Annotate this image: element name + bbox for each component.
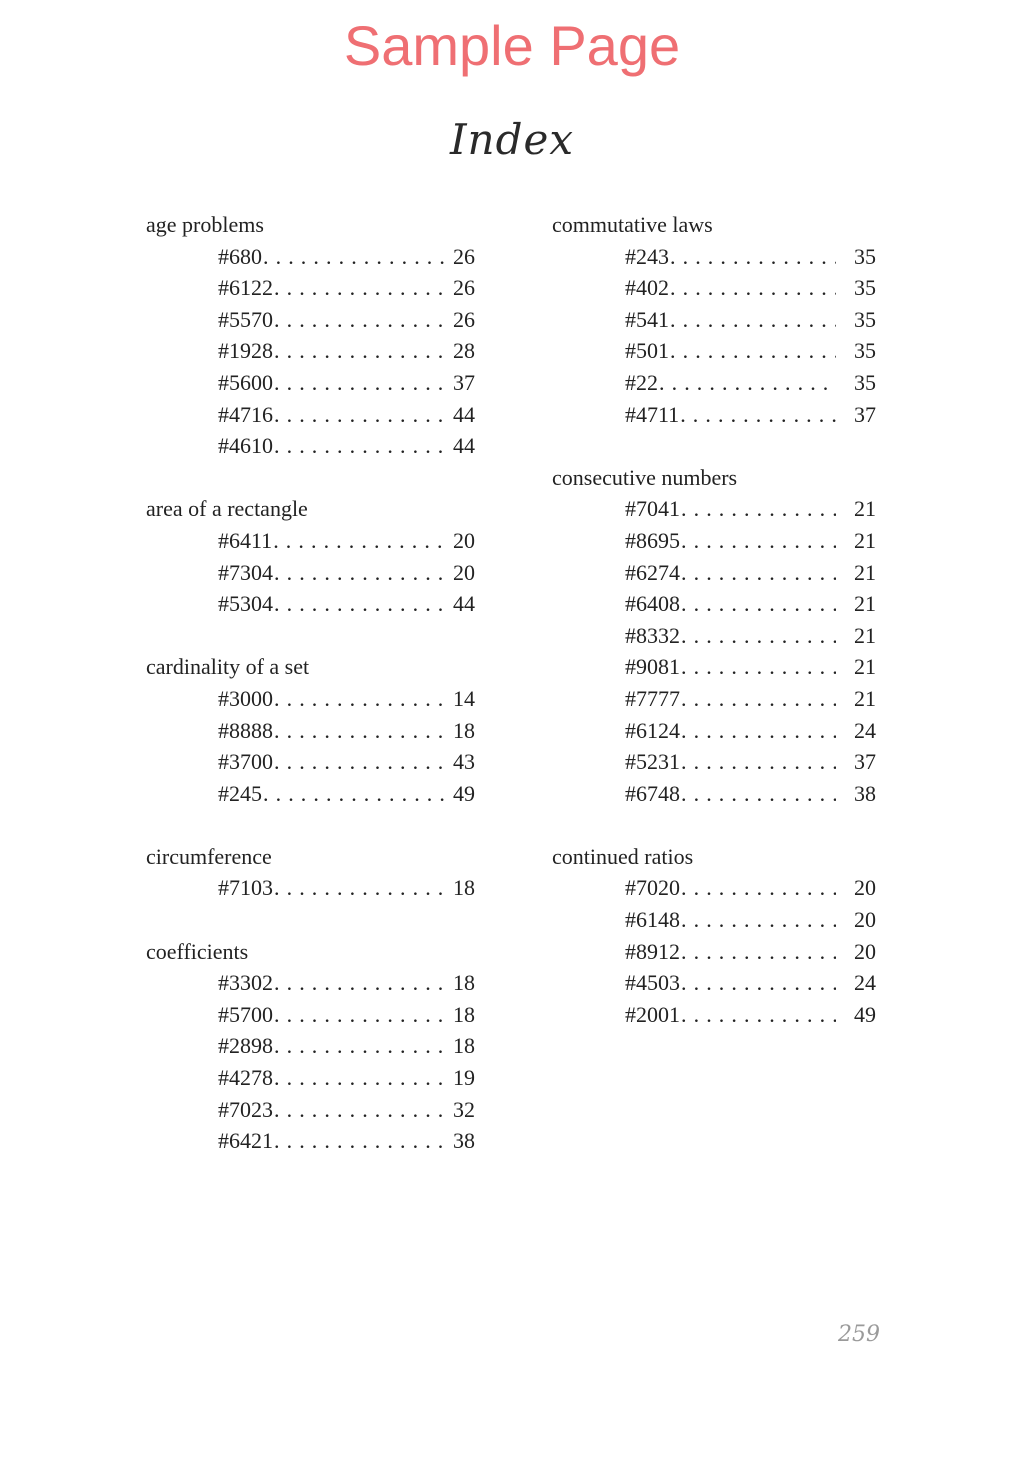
index-heading: commutative laws — [552, 212, 713, 237]
index-column-right — [552, 209, 892, 1062]
index-entry — [218, 778, 475, 810]
entry-page-reference: 21 — [854, 559, 876, 585]
entry-page-reference: 49 — [854, 1001, 876, 1027]
entry-page-reference: 18 — [453, 1033, 475, 1059]
entry-number: #1928 — [218, 338, 273, 364]
index-group — [552, 462, 892, 810]
entry-page-reference: 35 — [854, 275, 876, 301]
index-entry — [625, 493, 876, 525]
entry-page-reference: 20 — [453, 559, 475, 585]
index-entry — [625, 715, 876, 747]
index-heading: circumference — [146, 843, 272, 869]
page-title: Index — [449, 115, 575, 164]
entry-number: #501 — [625, 338, 669, 364]
index-entry — [625, 525, 876, 557]
index-entry — [625, 399, 876, 431]
dot-leader — [681, 620, 836, 652]
entry-number: #5231 — [625, 749, 680, 775]
dot-leader — [681, 588, 836, 620]
index-entry-list — [146, 967, 486, 1157]
dot-leader — [274, 588, 449, 620]
entry-page-reference: 21 — [854, 527, 876, 553]
index-heading: coefficients — [146, 938, 249, 964]
entry-page-reference: 21 — [854, 654, 876, 680]
entry-number: #245 — [218, 780, 262, 806]
index-entry — [625, 304, 876, 336]
index-entry — [218, 367, 475, 399]
dot-leader — [274, 1062, 449, 1094]
entry-page-reference: 28 — [453, 338, 475, 364]
index-entry — [218, 746, 475, 778]
entry-number: #3302 — [218, 970, 273, 996]
dot-leader — [274, 367, 449, 399]
index-heading: age problems — [146, 212, 264, 237]
entry-number: #5700 — [218, 1001, 273, 1027]
index-group — [146, 493, 486, 619]
dot-leader — [274, 1125, 449, 1157]
entry-number: #7103 — [218, 875, 273, 901]
entry-number: #6122 — [218, 275, 273, 301]
index-entry — [625, 683, 876, 715]
entry-number: #541 — [625, 306, 669, 332]
index-entry — [625, 651, 876, 683]
index-entry-list — [552, 872, 892, 1030]
entry-number: #6124 — [625, 717, 680, 743]
entry-page-reference: 44 — [453, 433, 475, 459]
index-column-left — [146, 209, 486, 1188]
dot-leader — [681, 683, 836, 715]
dot-leader — [274, 999, 449, 1031]
index-entry — [625, 272, 876, 304]
entry-number: #7777 — [625, 685, 680, 711]
dot-leader — [274, 399, 449, 431]
index-entry — [218, 272, 475, 304]
entry-page-reference: 35 — [854, 243, 876, 269]
dot-leader — [681, 967, 836, 999]
index-group — [146, 841, 486, 904]
index-entry — [218, 588, 475, 620]
dot-leader — [681, 525, 836, 557]
page-number: 259 — [838, 1322, 880, 1347]
index-entry-list — [552, 241, 892, 431]
entry-number: #8912 — [625, 938, 680, 964]
dot-leader — [263, 778, 449, 810]
entry-page-reference: 26 — [453, 275, 475, 301]
entry-number: #7020 — [625, 875, 680, 901]
index-entry-list — [552, 493, 892, 809]
index-entry — [218, 1062, 475, 1094]
entry-page-reference: 26 — [453, 243, 475, 269]
entry-page-reference: 37 — [453, 369, 475, 395]
entry-number: #5600 — [218, 369, 273, 395]
dot-leader — [274, 967, 449, 999]
index-entry — [625, 588, 876, 620]
entry-page-reference: 20 — [854, 938, 876, 964]
dot-leader — [681, 999, 836, 1031]
index-group — [146, 209, 486, 462]
dot-leader — [274, 304, 449, 336]
entry-page-reference: 18 — [453, 970, 475, 996]
dot-leader — [274, 872, 449, 904]
entry-number: #2898 — [218, 1033, 273, 1059]
index-entry — [218, 967, 475, 999]
index-entry — [218, 715, 475, 747]
index-entry — [625, 620, 876, 652]
entry-number: #402 — [625, 275, 669, 301]
entry-page-reference: 20 — [854, 907, 876, 933]
index-entry — [625, 936, 876, 968]
entry-page-reference: 14 — [453, 685, 475, 711]
entry-page-reference: 26 — [453, 306, 475, 332]
dot-leader — [274, 715, 449, 747]
entry-number: #4610 — [218, 433, 273, 459]
entry-number: #8332 — [625, 622, 680, 648]
entry-number: #6748 — [625, 780, 680, 806]
index-entry — [625, 746, 876, 778]
entry-page-reference: 38 — [854, 780, 876, 806]
entry-number: #6411 — [218, 527, 273, 553]
index-entry — [625, 241, 876, 273]
dot-leader — [274, 1030, 449, 1062]
entry-number: #7041 — [625, 496, 680, 522]
index-entry — [218, 1094, 475, 1126]
dot-leader — [670, 272, 836, 304]
entry-page-reference: 37 — [854, 401, 876, 427]
index-heading: consecutive numbers — [552, 464, 738, 490]
dot-leader — [659, 367, 836, 399]
index-entry — [218, 241, 475, 273]
index-entry — [218, 399, 475, 431]
dot-leader — [274, 335, 449, 367]
dot-leader — [670, 335, 836, 367]
index-heading: cardinality of a set — [146, 654, 310, 680]
index-entry — [625, 999, 876, 1031]
dot-leader — [274, 1094, 449, 1126]
dot-leader — [681, 493, 836, 525]
entry-number: #5570 — [218, 306, 273, 332]
index-entry — [218, 304, 475, 336]
index-entry-list — [146, 683, 486, 809]
index-entry — [218, 1125, 475, 1157]
dot-leader — [670, 241, 836, 273]
index-heading: area of a rectangle — [146, 496, 308, 522]
entry-number: #22 — [625, 369, 658, 395]
entry-number: #243 — [625, 243, 669, 269]
entry-number: #6274 — [625, 559, 680, 585]
index-entry — [218, 1030, 475, 1062]
entry-number: #4278 — [218, 1065, 273, 1091]
entry-page-reference: 35 — [854, 306, 876, 332]
dot-leader — [680, 399, 836, 431]
dot-leader — [681, 557, 836, 589]
dot-leader — [274, 430, 449, 462]
entry-number: #6148 — [625, 907, 680, 933]
entry-number: #3000 — [218, 685, 273, 711]
dot-leader — [273, 525, 449, 557]
index-entry-list — [146, 872, 486, 904]
entry-number: #8888 — [218, 717, 273, 743]
entry-page-reference: 43 — [453, 749, 475, 775]
dot-leader — [681, 651, 836, 683]
index-entry — [625, 557, 876, 589]
index-entry — [218, 872, 475, 904]
entry-page-reference: 38 — [453, 1128, 475, 1154]
entry-page-reference: 21 — [854, 496, 876, 522]
dot-leader — [681, 904, 836, 936]
dot-leader — [263, 241, 449, 273]
index-group — [552, 841, 892, 1031]
entry-number: #7023 — [218, 1096, 273, 1122]
entry-page-reference: 21 — [854, 685, 876, 711]
entry-page-reference: 35 — [854, 338, 876, 364]
entry-number: #8695 — [625, 527, 680, 553]
index-entry — [625, 872, 876, 904]
index-entry — [625, 967, 876, 999]
index-group — [146, 936, 486, 1157]
dot-leader — [274, 272, 449, 304]
entry-number: #6421 — [218, 1128, 273, 1154]
index-entry-list — [146, 241, 486, 462]
index-heading: continued ratios — [552, 843, 694, 869]
entry-page-reference: 24 — [854, 970, 876, 996]
entry-page-reference: 20 — [854, 875, 876, 901]
entry-page-reference: 18 — [453, 875, 475, 901]
entry-page-reference: 49 — [453, 780, 475, 806]
dot-leader — [681, 872, 836, 904]
entry-number: #4716 — [218, 401, 273, 427]
index-group — [552, 209, 892, 430]
entry-number: #5304 — [218, 591, 273, 617]
dot-leader — [681, 936, 836, 968]
entry-number: #3700 — [218, 749, 273, 775]
entry-number: #6408 — [625, 591, 680, 617]
entry-page-reference: 18 — [453, 1001, 475, 1027]
entry-page-reference: 44 — [453, 591, 475, 617]
index-entry — [625, 778, 876, 810]
entry-number: #9081 — [625, 654, 680, 680]
entry-page-reference: 44 — [453, 401, 475, 427]
index-entry — [218, 557, 475, 589]
entry-page-reference: 21 — [854, 591, 876, 617]
dot-leader — [274, 746, 449, 778]
index-entry — [625, 335, 876, 367]
dot-leader — [681, 715, 836, 747]
dot-leader — [681, 778, 836, 810]
dot-leader — [274, 683, 449, 715]
index-entry — [218, 430, 475, 462]
index-entry-list — [146, 525, 486, 620]
index-entry — [218, 525, 475, 557]
index-entry — [218, 683, 475, 715]
dot-leader — [670, 304, 836, 336]
entry-page-reference: 37 — [854, 749, 876, 775]
index-entry — [625, 367, 876, 399]
entry-page-reference: 18 — [453, 717, 475, 743]
entry-page-reference: 35 — [854, 369, 876, 395]
sample-page-watermark: Sample Page — [343, 14, 681, 77]
index-entry — [218, 335, 475, 367]
index-group — [146, 651, 486, 809]
index-entry — [218, 999, 475, 1031]
index-entry — [625, 904, 876, 936]
entry-number: #4711 — [625, 401, 680, 427]
entry-page-reference: 32 — [453, 1096, 475, 1122]
entry-number: #2001 — [625, 1001, 680, 1027]
entry-number: #7304 — [218, 559, 273, 585]
dot-leader — [681, 746, 836, 778]
dot-leader — [274, 557, 449, 589]
entry-page-reference: 19 — [453, 1065, 475, 1091]
entry-number: #4503 — [625, 970, 680, 996]
entry-page-reference: 24 — [854, 717, 876, 743]
entry-page-reference: 21 — [854, 622, 876, 648]
entry-number: #680 — [218, 243, 262, 269]
entry-page-reference: 20 — [453, 527, 475, 553]
